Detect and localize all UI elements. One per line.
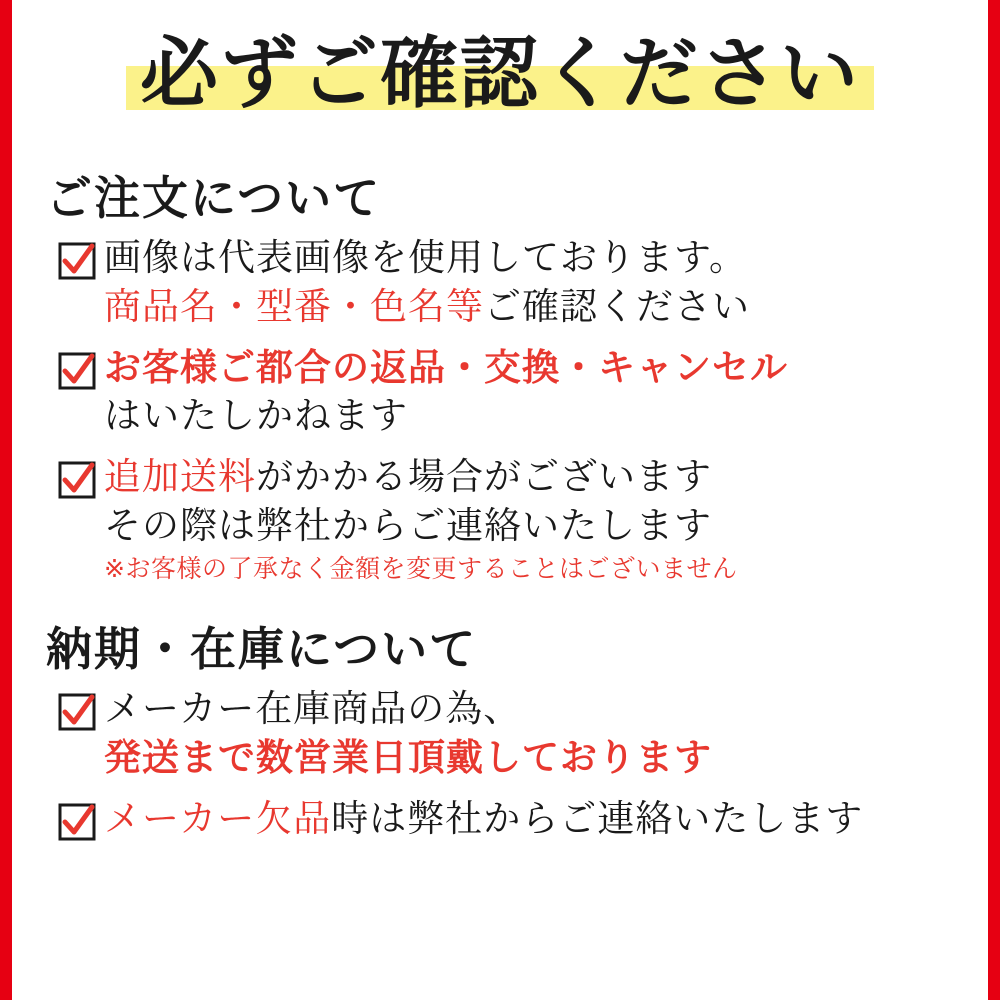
list-item-text bbox=[104, 234, 988, 332]
list-item bbox=[58, 234, 988, 332]
right-red-border bbox=[988, 0, 1000, 1000]
list-item bbox=[58, 344, 988, 442]
list-line bbox=[104, 795, 988, 844]
section-heading-orders: ご注文について bbox=[46, 170, 382, 225]
list-item bbox=[58, 795, 988, 844]
list-line-rest: 時は弊社からご連絡いたします bbox=[331, 797, 864, 841]
list-line: 画像は代表画像を使用しております。 bbox=[104, 235, 748, 279]
list-line-emphasis: 商品名・型番・色名等 bbox=[104, 284, 484, 328]
list-item-text bbox=[104, 344, 988, 442]
list-line-emphasis: メーカー欠品 bbox=[104, 797, 332, 841]
list-line: メーカー在庫商品の為、 bbox=[104, 687, 522, 731]
section-heading-delivery: 納期・在庫について bbox=[46, 622, 478, 677]
check-mark-icon bbox=[58, 693, 96, 731]
list-line: 発送まで数営業日頂戴しております bbox=[104, 736, 712, 780]
list-item bbox=[58, 685, 988, 783]
list-item-text bbox=[104, 453, 988, 585]
page-title bbox=[126, 29, 874, 119]
list-line-rest: ご確認ください bbox=[484, 284, 750, 328]
notice-content bbox=[12, 0, 988, 1000]
list-line bbox=[104, 283, 988, 332]
check-mark-icon bbox=[58, 352, 96, 390]
list-item bbox=[58, 453, 988, 585]
check-mark-icon bbox=[58, 461, 96, 499]
list-line-emphasis: 追加送料 bbox=[104, 455, 256, 499]
list-line-rest: がかかる場合がございます bbox=[256, 455, 712, 499]
list-item-text bbox=[104, 685, 988, 783]
left-red-border bbox=[0, 0, 12, 1000]
title-block bbox=[12, 29, 988, 119]
check-mark-icon bbox=[58, 803, 96, 841]
list-item-text bbox=[104, 795, 988, 844]
list-line bbox=[104, 453, 988, 502]
check-mark-icon bbox=[58, 242, 96, 280]
list-line: はいたしかねます bbox=[104, 394, 408, 438]
list-item-note: ※お客様の了承なく金額を変更することはございません bbox=[104, 553, 738, 583]
list-line: その際は弊社からご連絡いたします bbox=[104, 504, 712, 548]
list-line: お客様ご都合の返品・交換・キャンセル bbox=[104, 345, 788, 389]
page-title-text: 必ずご確認ください bbox=[139, 29, 860, 119]
